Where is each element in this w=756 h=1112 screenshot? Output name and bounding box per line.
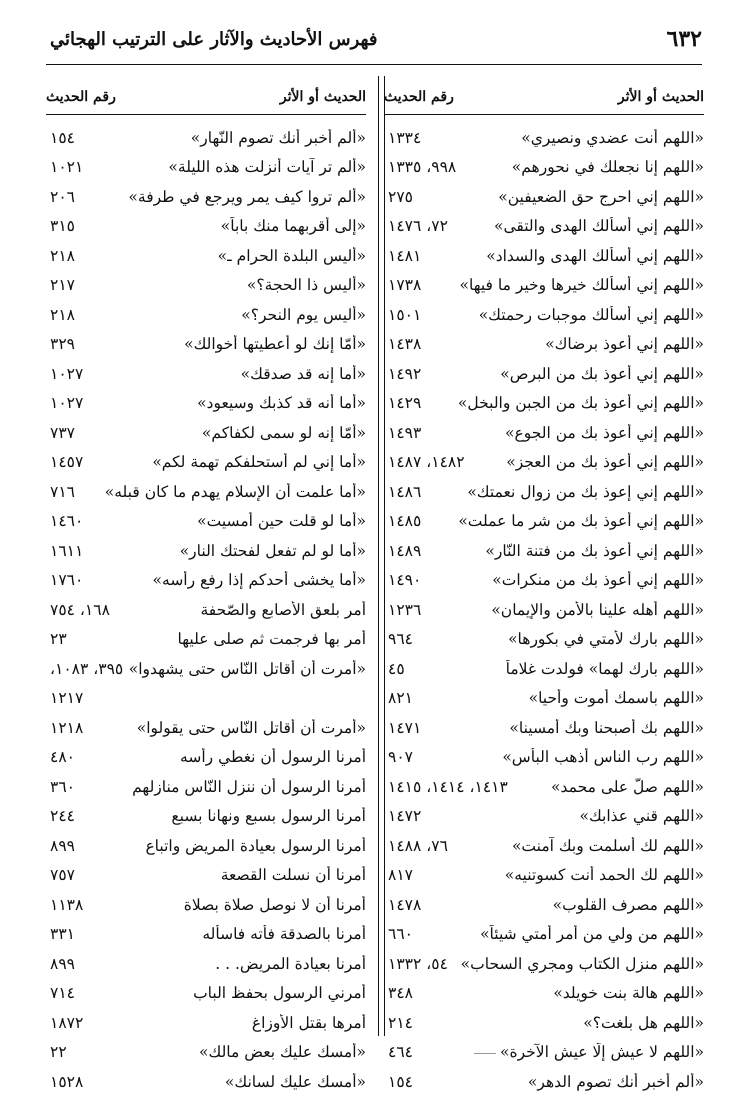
hadith-number: ٣٤٨ [388,984,413,1003]
hadith-number: ١٤١٣، ١٤١٤، ١٤١٥ [388,777,508,796]
hadith-header: الحديث أو الأثر [279,89,366,105]
hadith-number: ٧١٤ [50,984,75,1003]
hadith-text: «أمسك عليك لسانك» [224,1072,366,1091]
index-entry [384,772,704,802]
index-entry [46,743,366,773]
index-entry [384,418,704,448]
column-divider [378,76,379,1036]
hadith-text: «اللهم مصرف القلوب» [552,895,704,914]
hadith-text: «اللهم إني أعوذ بك من العجز» [506,453,704,472]
index-entry [46,477,366,507]
index-entry [384,241,704,271]
index-entry [384,1008,704,1038]
index-entry [46,890,366,920]
hadith-text: «ألم تر آيات أنزلت هذه الليلة» [168,158,366,177]
hadith-number: ٢١٨ [50,305,75,324]
index-entry [384,861,704,891]
page-mark [474,1053,496,1054]
hadith-text: «اللهم لك الحمد أنت كسوتنيه» [504,866,704,885]
index-entry [384,979,704,1009]
index-entry [46,595,366,625]
index-entry [46,949,366,979]
index-entry [384,153,704,183]
hadith-text: «اللهم إني احرج حق الضعيفين» [498,187,704,206]
hadith-text: «اللهم قني عذابك» [579,807,704,826]
index-entry [46,153,366,183]
hadith-number: ١٤٨٩ [388,541,422,560]
hadith-number: ٤٦٤ [388,1043,413,1062]
hadith-number: ٧٥٧ [50,866,75,885]
hadith-number: ١٤٣٨ [388,335,422,354]
hadith-number: ٨٩٩ [50,954,75,973]
index-entry [384,212,704,242]
hadith-number: ٢١٧ [50,276,75,295]
hadith-number: ١٥٤ [50,128,75,147]
hadith-number: ١٠٢٧ [50,364,84,383]
hadith-number: ١٤٦٠ [50,512,84,531]
index-entry [384,182,704,212]
hadith-text: «اللهم بارك لأمتي في بكورها» [508,630,704,649]
index-entry [46,713,366,743]
hadith-number: ١٤٩٣ [388,423,422,442]
hadith-text: «اللهم إني أعوذ بك من البرص» [500,364,704,383]
index-entry [46,654,366,684]
hadith-number: ١٣٣٤ [388,128,422,147]
hadith-text: «اللهم إني أسألك موجبات رحمتك» [478,305,704,324]
hadith-text: «اللهم بك أصبحنا وبك أمسينا» [509,718,704,737]
index-entry [384,123,704,153]
hadith-number: ٤٥ [388,659,405,678]
index-entry [384,359,704,389]
hadith-number: ١٠٢٧ [50,394,84,413]
hadith-number: ٢٠٦ [50,187,75,206]
index-entry [384,654,704,684]
page-header [46,22,702,62]
hadith-number: ٨٩٩ [50,836,75,855]
hadith-text: «اللهم أهله علينا بالأمن والإيمان» [491,600,704,619]
hadith-number: ٢٢ [50,1043,67,1062]
hadith-text: «اللهم أنت عضدي ونصيري» [521,128,704,147]
index-entry [46,389,366,419]
index-entry [46,359,366,389]
hadith-text: «اللهم إني أسألك الهدى والتقى» [493,217,704,236]
hadith-text: «أليس ذا الحجة؟» [246,276,366,295]
hadith-text: «أليس البلدة الحرام ـ» [217,246,366,265]
hadith-text: أمرني الرسول بحفظ الباب [193,984,366,1003]
hadith-number: ٣٩٥، ١٠٨٣، [50,659,124,678]
hadith-number: ٥٤، ١٣٣٢ [388,954,448,973]
hadith-number: ١٤٧٨ [388,895,422,914]
hadith-number: ٧٣٧ [50,423,75,442]
index-entry [46,920,366,950]
hadith-number: ٣٣١ [50,925,75,944]
hadith-text: «أمّا إنك لو أعطيتها أخوالك» [184,335,366,354]
hadith-number: ١٥٤ [388,1072,413,1091]
index-entry [384,300,704,330]
hadith-text: «أما لو قلت حين أمسيت» [197,512,366,531]
page-number: ٦٣٢ [666,26,702,52]
index-entry [46,684,366,714]
hadith-text: أمر بلعق الأصابع والصّحفة [200,600,366,619]
hadith-text: أمر بها فرجمت ثم صلى عليها [177,630,366,649]
hadith-text: «أما إنه قد صدقك» [240,364,366,383]
hadith-text: «أمرت أن أقاتل النّاس حتى يشهدوا» [128,659,366,678]
index-entry [46,507,366,537]
hadith-number: ١٧٦٠ [50,571,84,590]
hadith-text: «اللهم إنا نجعلك في نحورهم» [511,158,704,177]
right-index-list [384,123,704,1097]
hadith-number: ٢١٤ [388,1013,413,1032]
hadith-number: ٩٩٨، ١٣٣٥ [388,158,457,177]
hadith-number: ١٠٢١ [50,158,84,177]
hadith-text: «اللهم لا عيش إلّا عيش الآخرة» [500,1043,704,1062]
hadith-text: «اللهم إني أسألك خيرها وخير ما فيها» [459,276,704,295]
index-entry [384,890,704,920]
hadith-text: «أمرت أن أقاتل النّاس حتى يقولوا» [136,718,366,737]
hadith-number: ٨٢١ [388,689,413,708]
index-entry [46,1067,366,1097]
hadith-header: الحديث أو الأثر [617,89,704,105]
hadith-text: «اللهم صلّ على محمد» [551,777,704,796]
hadith-number: ٤٨٠ [50,748,75,767]
index-entry [384,920,704,950]
hadith-number: ١١٣٨ [50,895,84,914]
hadith-number: ١٤٨٥ [388,512,422,531]
hadith-number: ١٤٩٠ [388,571,422,590]
hadith-number: ١٢١٧ [50,689,84,708]
hadith-number: ١٤٧٢ [388,807,422,826]
index-entry [384,536,704,566]
number-header: رقم الحديث [384,89,454,105]
index-entry [46,979,366,1009]
running-title: فهرس الأحاديث والآثار على الترتيب الهجائي [50,29,378,50]
hadith-number: ١٤٢٩ [388,394,422,413]
index-entry [384,1067,704,1097]
index-entry [46,330,366,360]
hadith-number: ١٤٨١ [388,246,422,265]
hadith-number: ٩٦٤ [388,630,413,649]
hadith-text: أمرنا أن نسلت القصعة [220,866,366,885]
index-entry [384,477,704,507]
hadith-text: «اللهم لك أسلمت وبك آمنت» [511,836,704,855]
index-entry [46,1038,366,1068]
index-entry [46,536,366,566]
hadith-text: «اللهم إني أعوذ بك من فتنة النّار» [485,541,704,560]
hadith-number: ٣٦٠ [50,777,75,796]
hadith-number: ١٤٨٦ [388,482,422,501]
hadith-number: ٩٠٧ [388,748,413,767]
hadith-text: أمرنا الرسول بعيادة المريض واتباع [145,836,366,855]
hadith-number: ١٤٩٢ [388,364,422,383]
index-entry [46,772,366,802]
number-header: رقم الحديث [46,89,116,105]
hadith-number: ١٥٢٨ [50,1072,84,1091]
hadith-text: «أمسك عليك بعض مالك» [199,1043,366,1062]
index-entry [46,182,366,212]
index-entry [46,212,366,242]
hadith-number: ٢٤٤ [50,807,75,826]
index-entry [46,300,366,330]
hadith-number: ٣١٥ [50,217,75,236]
hadith-number: ١٦٨، ٧٥٤ [50,600,110,619]
hadith-text: «أما إني لم أستحلفكم تهمة لكم» [152,453,366,472]
column-header [46,80,366,115]
hadith-text: «أما لو لم تفعل لفحتك النار» [179,541,366,560]
hadith-number: ٨١٧ [388,866,413,885]
hadith-text: «اللهم منزل الكتاب ومجري السحاب» [460,954,704,973]
index-entry [384,713,704,743]
left-column [46,80,366,1097]
hadith-text: «اللهم إني أعوذ برضاك» [545,335,704,354]
hadith-text: أمرنا الرسول أن نغطي رأسه [180,748,366,767]
index-entry [46,802,366,832]
index-entry [384,330,704,360]
hadith-text: «اللهم إني أعوذ بك من الجبن والبخل» [457,394,704,413]
hadith-text: «اللهم إني أعوذ بك من الجوع» [505,423,704,442]
index-entry [46,448,366,478]
hadith-number: ٦٦٠ [388,925,413,944]
index-entry [46,566,366,596]
index-entry [46,241,366,271]
hadith-text: «اللهم من ولي من أمر أمتي شيئاً» [480,925,704,944]
index-entry [384,389,704,419]
index-entry [46,418,366,448]
index-entry [384,1038,704,1068]
hadith-text: «اللهم إني أعوذ بك من شر ما عملت» [458,512,704,531]
hadith-number: ١٨٧٢ [50,1013,84,1032]
right-column [384,80,704,1097]
hadith-text: «أمّا إنه لو سمى لكفاكم» [201,423,366,442]
index-entry [46,1008,366,1038]
hadith-text: «أما علمت أن الإسلام يهدم ما كان قبله» [104,482,366,501]
hadith-text: أمرنا الرسول أن ننزل النّاس منازلهم [132,777,366,796]
hadith-text: «إلى أقربهما منك باباً» [220,217,366,236]
hadith-number: ٣٢٩ [50,335,75,354]
column-header [384,80,704,115]
hadith-number: ٢٧٥ [388,187,413,206]
left-index-list [46,123,366,1097]
index-entry [46,861,366,891]
header-rule [46,64,702,65]
hadith-number: ١٢٣٦ [388,600,422,619]
hadith-text: «ألم أخبر أنك تصوم الدهر» [527,1072,704,1091]
hadith-text: «أليس يوم النحر؟» [241,305,366,324]
hadith-number: ١٥٠١ [388,305,422,324]
hadith-number: ٢١٨ [50,246,75,265]
hadith-text: أمرها بقتل الأوزاغ [251,1013,366,1032]
hadith-text: «ألم أخبر أنك تصوم النّهار» [190,128,366,147]
hadith-number: ٧٦، ١٤٨٨ [388,836,448,855]
index-entry [46,271,366,301]
index-entry [384,831,704,861]
hadith-number: ٢٣ [50,630,67,649]
hadith-text: «أما يخشى أحدكم إذا رفع رأسه» [152,571,366,590]
hadith-text: «ألم تروا كيف يمر ويرجع في طرفة» [128,187,366,206]
hadith-number: ١٤٥٧ [50,453,84,472]
hadith-text: أمرنا بالصدقة فأته فاسأله [202,925,366,944]
hadith-text: «اللهم باسمك أموت وأحيا» [528,689,704,708]
index-entry [384,595,704,625]
index-entry [46,123,366,153]
index-entry [46,831,366,861]
hadith-text: «اللهم إني إعوذ بك من زوال نعمتك» [467,482,704,501]
hadith-text: «اللهم رب الناس أذهب البأس» [502,748,704,767]
index-entry [384,566,704,596]
hadith-number: ٧٢، ١٤٧٦ [388,217,448,236]
hadith-text: أمرنا الرسول بسبع ونهانا بسبع [171,807,366,826]
hadith-text: أمرنا أن لا نوصل صلاة بصلاة [183,895,366,914]
hadith-number: ١٢١٨ [50,718,84,737]
index-entry [384,743,704,773]
hadith-text: أمرنا بعيادة المريض. . . [215,954,366,973]
hadith-text: «اللهم إني أسألك الهدى والسداد» [486,246,704,265]
hadith-text: «اللهم هل بلغت؟» [583,1013,704,1032]
index-entry [384,448,704,478]
index-entry [384,271,704,301]
hadith-text: «اللهم بارك لهما» فولدت غلاماً [505,659,704,678]
hadith-number: ١٤٨٢، ١٤٨٧ [388,453,465,472]
hadith-text: «اللهم إني أعوذ بك من منكرات» [492,571,704,590]
index-entry [384,507,704,537]
index-entry [384,949,704,979]
index-entry [384,684,704,714]
hadith-number: ١٤٧١ [388,718,422,737]
hadith-number: ١٦١١ [50,541,84,560]
hadith-text: «اللهم هالة بنت خويلد» [553,984,704,1003]
index-entry [384,802,704,832]
hadith-number: ٧١٦ [50,482,75,501]
hadith-number: ١٧٣٨ [388,276,422,295]
hadith-text: «أما أنه قد كذبك وسيعود» [197,394,366,413]
index-entry [46,625,366,655]
index-entry [384,625,704,655]
